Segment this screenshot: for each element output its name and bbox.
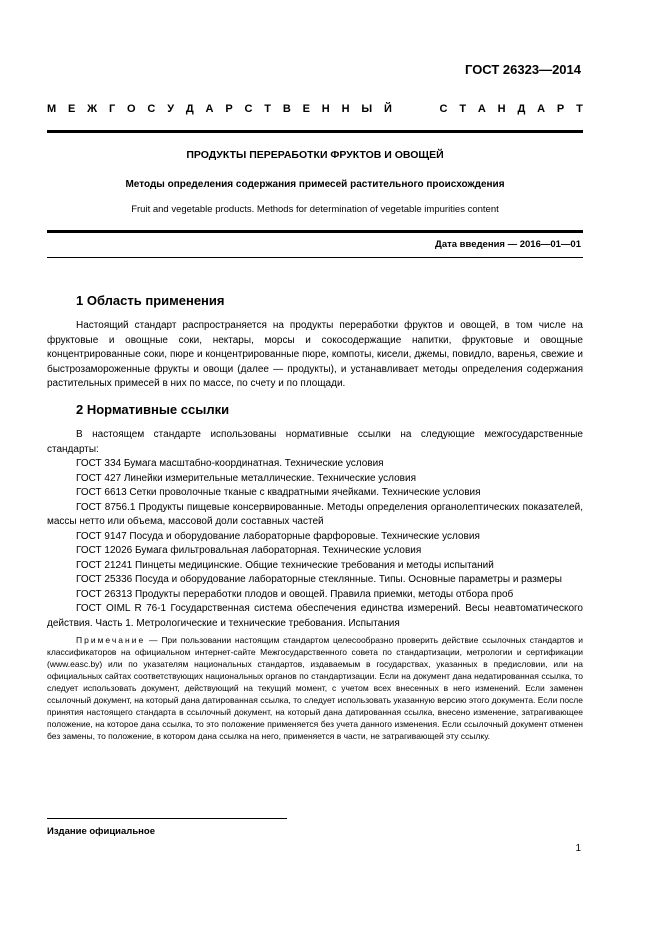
banner-letter: Н xyxy=(497,103,506,115)
banner-letter: С xyxy=(147,103,156,115)
banner-letter: А xyxy=(477,103,486,115)
banner-letter: Ж xyxy=(87,103,98,115)
reference-item: ГОСТ 427 Линейки измерительные металлические. Технические условия xyxy=(76,472,416,484)
banner-letter: Д xyxy=(185,103,194,115)
official-edition-label: Издание официальное xyxy=(47,826,155,837)
banner-letter: С xyxy=(244,103,253,115)
section-1-heading: 1 Область применения xyxy=(76,293,225,308)
section-2-heading: 2 Нормативные ссылки xyxy=(76,402,230,417)
introduction-date: Дата введения — 2016—01—01 xyxy=(435,239,581,250)
date-divider xyxy=(47,257,583,258)
header-divider xyxy=(47,130,583,133)
references-note xyxy=(47,634,583,742)
banner-letter: М xyxy=(47,103,57,115)
note-label: Примечание xyxy=(76,635,146,645)
banner-letter: А xyxy=(205,103,214,115)
banner-letter: Й xyxy=(383,103,392,115)
reference-item: ГОСТ 9147 Посуда и оборудование лабораторные фарфоровые. Технические условия xyxy=(76,530,480,542)
banner-letter: Ы xyxy=(361,103,373,115)
banner-letter: А xyxy=(537,103,546,115)
banner-letter: Н xyxy=(321,103,330,115)
banner-letter: С xyxy=(439,103,448,115)
note-text: — При пользовании настоящим стандартом целесообразно проверить действие ссылочных стандартов и классификаторов на официальном интернет-сайте Межгосударственного совета по стандартизации, метрологии и сертификации (www.easc.by) или по указателям национальных стандартов, издаваемым в государствах, указанных в предисловии, или на официальных сайтах соответствующих национальных органов по стандартизации. Если на документ дана недатированная ссылка, то следует использовать документ, действующий на текущий момент, с учетом всех внесенных в него изменений. Если заменен ссылочный документ, на который дана датированная ссылка, то следует использовать указанную версию этого документа. Если после принятия настоящего стандарта в ссылочный документ, на который дана датированная ссылка, внесено изменение, затрагивающее положение, на которое дана ссылка, то это положение применяется без учета данного изменения. Если ссылочный документ отменен без замены, то положение, в котором дана ссылка на него, применяется в части, не затрагивающей эту ссылку. xyxy=(47,635,583,741)
reference-item: ГОСТ 25336 Посуда и оборудование лабораторные стеклянные. Типы. Основные параметры и размеры xyxy=(76,574,562,585)
section-2-body xyxy=(47,428,583,631)
reference-item: ГОСТ 12026 Бумага фильтровальная лабораторная. Технические условия xyxy=(76,545,422,556)
interstate-standard-banner xyxy=(47,103,583,115)
reference-item: ГОСТ 21241 Пинцеты медицинские. Общие технические требования и методы испытаний xyxy=(76,559,494,571)
reference-item: ГОСТ 6613 Сетки проволочные тканые с квадратными ячейками. Технические условия xyxy=(76,487,481,498)
section-1-paragraph: Настоящий стандарт распространяется на продукты переработки фруктов и овощей, в том числе на фруктовые и овощные соки, нектары, морсы и сокосодержащие напитки, фруктовые и овощные концентрированные соки, пюре и концентрированные пюре, компоты, кисели, джемы, повидло, варенья, свежие и быстрозамороженные фрукты и овощи (далее — продукты), и устанавливает методы определения содержания растительных примесей в них по массе, по счету и по площади. xyxy=(47,320,583,389)
normative-references-list xyxy=(47,457,583,631)
banner-letter: Д xyxy=(517,103,526,115)
banner-letter: Т xyxy=(459,103,467,115)
banner-letter: Е xyxy=(68,103,76,115)
document-code: ГОСТ 26323—2014 xyxy=(465,62,581,77)
banner-letter: Т xyxy=(264,103,272,115)
document-title: ПРОДУКТЫ ПЕРЕРАБОТКИ ФРУКТОВ И ОВОЩЕЙ xyxy=(186,149,444,161)
banner-letter: В xyxy=(282,103,291,115)
page-number: 1 xyxy=(575,843,581,854)
banner-letter: Р xyxy=(225,103,233,115)
footer-divider xyxy=(47,818,287,819)
reference-item: ГОСТ 26313 Продукты переработки плодов и овощей. Правила приемки, методы отбора проб xyxy=(76,588,514,600)
section-2-intro: В настоящем стандарте использованы нормативные ссылки на следующие межгосударственные стандарты: xyxy=(47,429,583,455)
banner-letter: Н xyxy=(341,103,350,115)
document-subtitle: Методы определения содержания примесей растительного происхождения xyxy=(125,179,505,190)
english-title: Fruit and vegetable products. Methods for determination of vegetable impurities content xyxy=(131,204,499,215)
banner-letter: У xyxy=(167,103,175,115)
banner-gap xyxy=(404,103,428,115)
banner-letter: Г xyxy=(108,103,116,115)
title-divider xyxy=(47,230,583,233)
reference-item: ГОСТ OIML R 76-1 Государственная система обеспечения единства измерений. Весы неавтоматического действия. Часть 1. Метрологические и технические требования. Испытания xyxy=(47,603,583,629)
reference-item: ГОСТ 8756.1 Продукты пищевые консервированные. Методы определения органолептических показателей, массы нетто или объема, массовой доли составных частей xyxy=(47,501,583,527)
banner-letter: Р xyxy=(556,103,565,115)
reference-item: ГОСТ 334 Бумага масштабно-координатная. Технические условия xyxy=(76,458,384,469)
banner-letter: Е xyxy=(302,103,310,115)
section-1-body xyxy=(47,319,583,392)
banner-letter: О xyxy=(127,103,136,115)
banner-letter: Т xyxy=(576,103,583,115)
